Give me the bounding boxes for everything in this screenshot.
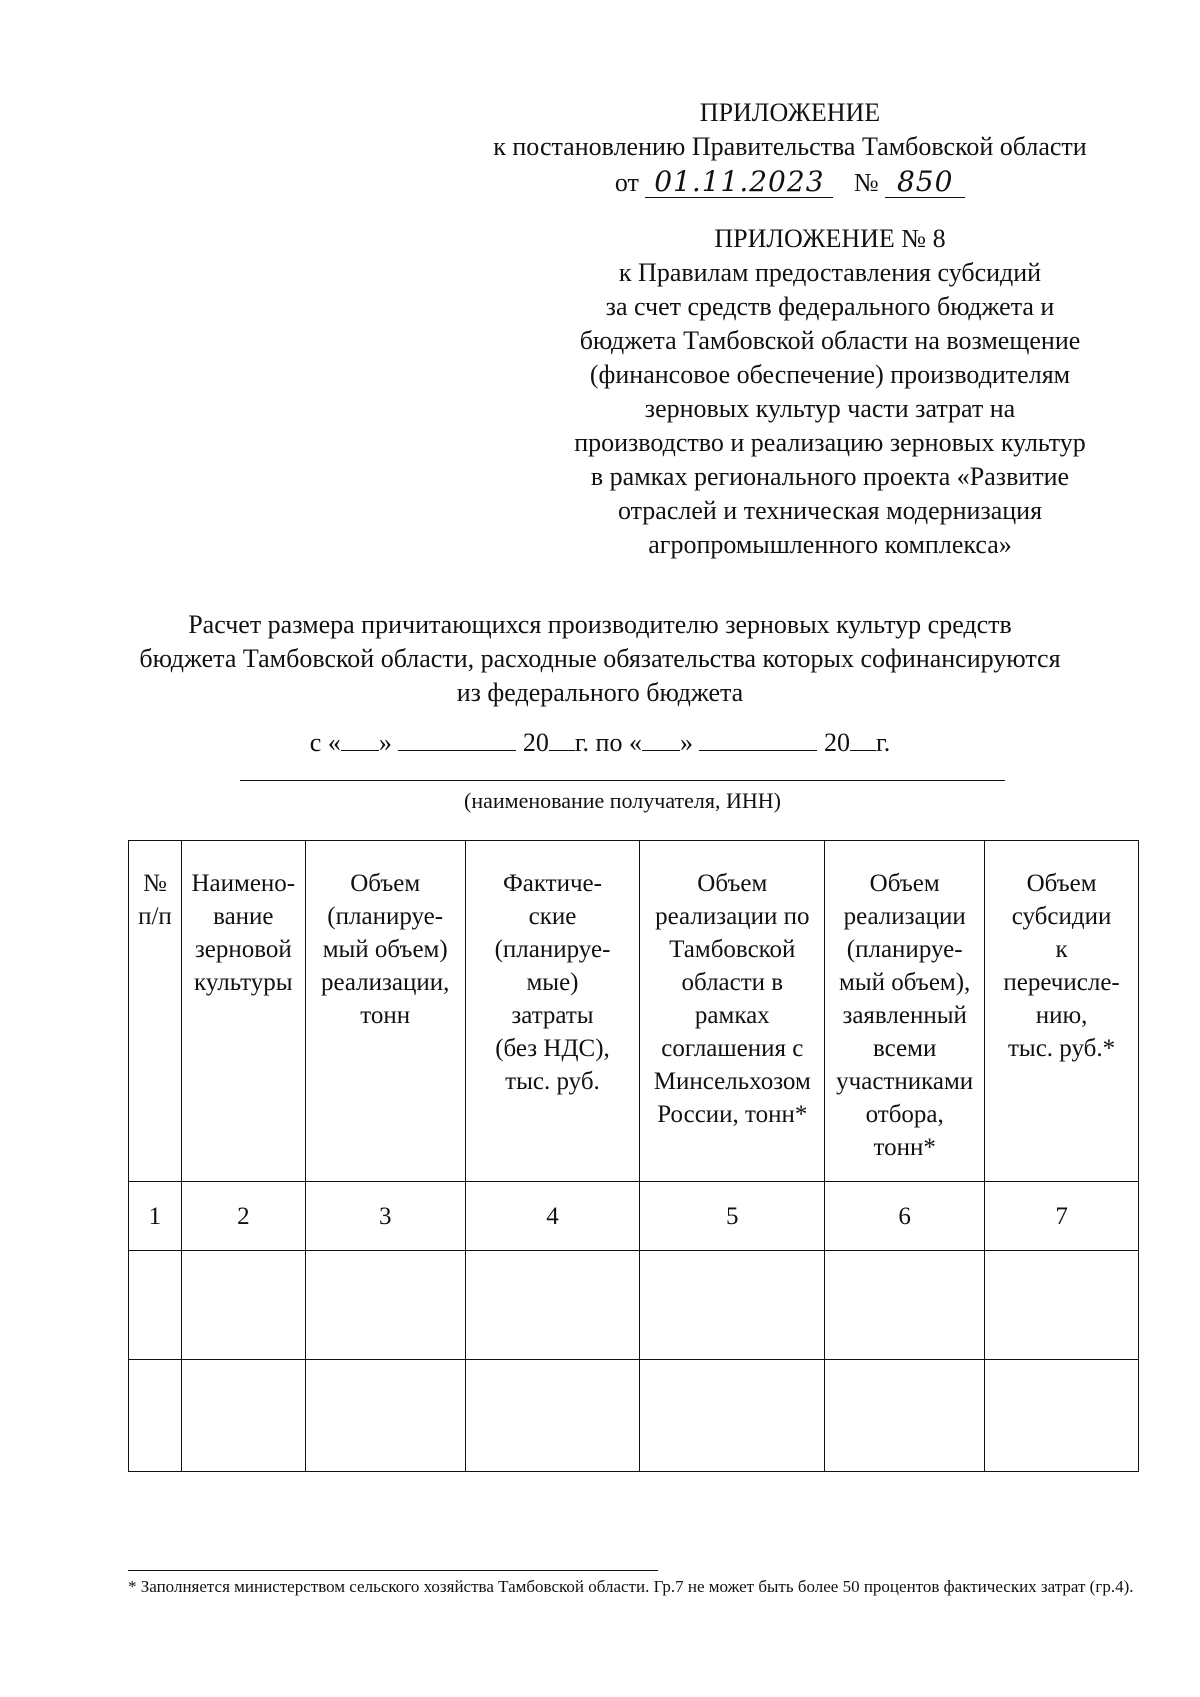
recipient-caption: (наименование получателя, ИНН) — [464, 788, 781, 813]
document-title — [60, 608, 1140, 710]
column-number-cell: 6 — [825, 1182, 985, 1251]
table-cell[interactable] — [305, 1251, 465, 1360]
table-cell[interactable] — [465, 1360, 640, 1472]
document-title-line: из федерального бюджета — [456, 678, 744, 707]
column-number-cell: 7 — [985, 1182, 1139, 1251]
resolution-annex-header — [470, 96, 1110, 200]
table-cell[interactable] — [985, 1360, 1139, 1472]
month-to-blank[interactable] — [699, 728, 817, 751]
table-cell[interactable] — [305, 1360, 465, 1472]
header-cell-crop-name: Наимено- вание зерновой культуры — [181, 841, 305, 1182]
table-cell[interactable] — [129, 1360, 182, 1472]
day-to-blank[interactable] — [642, 728, 680, 751]
year-from-prefix: 20 — [522, 728, 549, 757]
date-prefix: от — [614, 168, 639, 197]
quote-close: » — [378, 728, 392, 757]
appendix-8-line: в рамках регионального проекта «Развитие — [590, 462, 1070, 491]
number-sign: № — [853, 168, 879, 197]
column-number-cell: 1 — [129, 1182, 182, 1251]
appendix-8-line: к Правилам предоставления субсидий — [618, 258, 1042, 287]
table-header-row — [129, 841, 1139, 1182]
footnote: * Заполняется министерством сельского хозяйства Тамбовской области. Гр.7 не может быть более 50 процентов фактических затрат (гр.4). — [128, 1577, 1134, 1596]
footnote-separator — [128, 1570, 658, 1571]
column-number-cell: 4 — [465, 1182, 640, 1251]
calculation-table — [128, 840, 1139, 1472]
recipient-input-line[interactable] — [240, 780, 1005, 781]
month-from-blank[interactable] — [398, 728, 516, 751]
year-to-prefix: 20 — [823, 728, 850, 757]
appendix-8-line: зерновых культур части затрат на — [644, 394, 1016, 423]
year-from-blank[interactable] — [549, 728, 575, 751]
document-title-line: Расчет размера причитающихся производителю зерновых культур средств — [188, 610, 1012, 639]
column-number-row — [129, 1182, 1139, 1251]
annex-date-number-line — [470, 166, 1110, 200]
table-cell[interactable] — [129, 1251, 182, 1360]
header-cell-subsidy-amount: Объем субсидии к перечисле- нию, тыс. руб.* — [985, 841, 1139, 1182]
appendix-8-line: агропромышленного комплекса» — [648, 530, 1012, 559]
table-cell[interactable] — [181, 1360, 305, 1472]
appendix-8-line: за счет средств федерального бюджета и — [605, 292, 1055, 321]
table-row — [129, 1251, 1139, 1360]
appendix-8-title: ПРИЛОЖЕНИЕ № 8 — [714, 224, 946, 253]
appendix-8-line: отраслей и техническая модернизация — [617, 496, 1043, 525]
header-cell-number: № п/п — [129, 841, 182, 1182]
appendix-8-line: (финансовое обеспечение) производителям — [589, 360, 1071, 389]
table-cell[interactable] — [181, 1251, 305, 1360]
table-cell[interactable] — [640, 1360, 825, 1472]
annex-title: ПРИЛОЖЕНИЕ — [699, 98, 881, 127]
appendix-8-header — [540, 222, 1120, 562]
quote-close: » — [679, 728, 693, 757]
document-title-line: бюджета Тамбовской области, расходные обязательства которых софинансируются — [139, 644, 1061, 673]
header-cell-sales-volume: Объем (планируе- мый объем) реализации, тонн — [305, 841, 465, 1182]
period-line — [60, 726, 1140, 760]
column-number-cell: 5 — [640, 1182, 825, 1251]
appendix-8-line: бюджета Тамбовской области на возмещение — [579, 326, 1081, 355]
table-cell[interactable] — [825, 1251, 985, 1360]
period-from-label: с « — [309, 728, 341, 757]
table-row — [129, 1360, 1139, 1472]
table-cell[interactable] — [985, 1251, 1139, 1360]
year-suffix: г. — [875, 728, 891, 757]
handwritten-number: 850 — [885, 167, 965, 198]
appendix-8-line: производство и реализацию зерновых культур — [574, 428, 1086, 457]
day-from-blank[interactable] — [341, 728, 379, 751]
year-to-blank[interactable] — [850, 728, 876, 751]
table-cell[interactable] — [825, 1360, 985, 1472]
header-cell-actual-costs: Фактиче- ские (планируе- мые) затраты (без НДС), тыс. руб. — [465, 841, 640, 1182]
header-cell-declared-sales-volume: Объем реализации (планируе- мый объем), заявленный всеми участниками отбора, тонн* — [825, 841, 985, 1182]
column-number-cell: 2 — [181, 1182, 305, 1251]
period-to-label: г. по « — [574, 728, 642, 757]
table-cell[interactable] — [640, 1251, 825, 1360]
column-number-cell: 3 — [305, 1182, 465, 1251]
handwritten-date: 01.11.2023 — [645, 167, 833, 198]
table-cell[interactable] — [465, 1251, 640, 1360]
header-cell-agreement-sales-volume: Объем реализации по Тамбовской области в рамках соглашения с Минсельхозом России, тонн* — [640, 841, 825, 1182]
annex-resolution-line: к постановлению Правительства Тамбовской области — [493, 132, 1087, 161]
